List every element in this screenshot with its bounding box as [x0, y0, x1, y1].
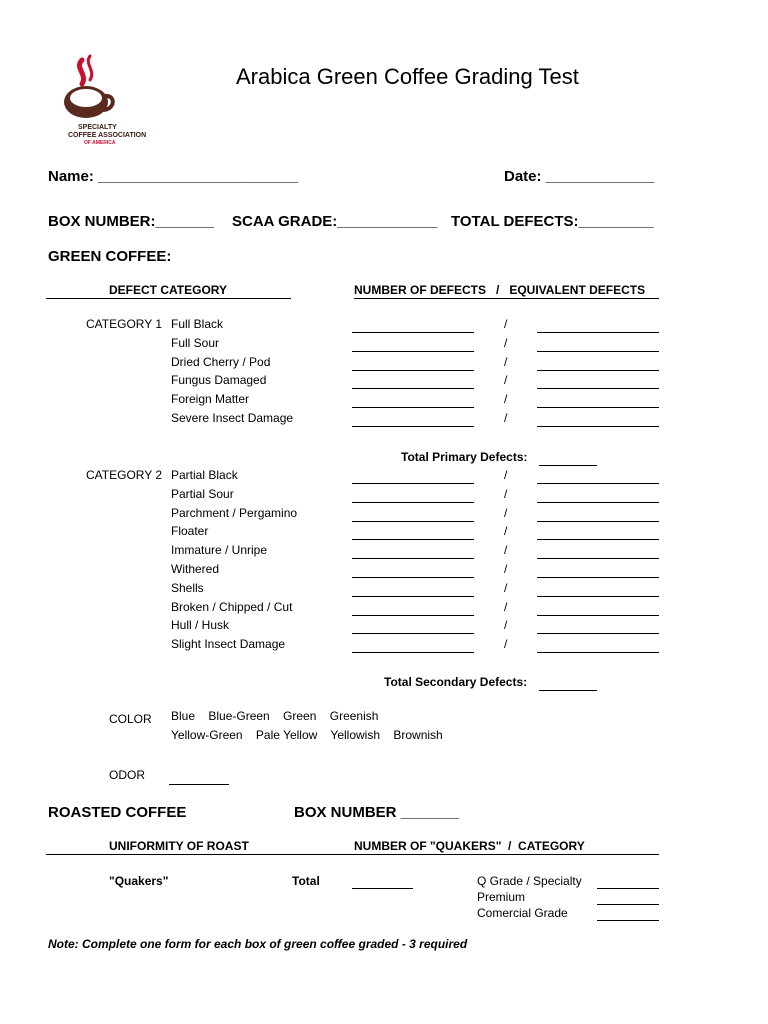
scaa-grade-blank: ____________: [337, 213, 438, 230]
category-1-equivalent-defects-blank[interactable]: [537, 332, 659, 333]
color-options-line-1: Blue Blue-Green Green Greenish: [171, 709, 379, 723]
category-2-item-label: Hull / Husk: [171, 618, 230, 633]
slash-separator: /: [504, 524, 508, 539]
category-2-number-of-defects-blank[interactable]: [352, 577, 474, 578]
category-2-equivalent-defects-blank[interactable]: [537, 577, 659, 578]
uniformity-of-roast-header: UNIFORMITY OF ROAST: [109, 839, 249, 853]
scaa-grade-label: SCAA GRADE:: [232, 213, 338, 230]
category-1-number-of-defects-blank[interactable]: [352, 407, 474, 408]
scaa-logo: [60, 54, 160, 150]
quakers-total-label: Total: [292, 874, 320, 888]
category-2-item-label: Shells: [171, 580, 204, 595]
number-of-defects-header: NUMBER OF DEFECTS / EQUIVALENT DEFECTS: [354, 283, 646, 297]
category-1-label: CATEGORY 1: [86, 317, 163, 331]
category-2-item-label: Floater: [171, 524, 209, 539]
category-1-number-of-defects-blank[interactable]: [352, 351, 474, 352]
roasted-coffee-heading: ROASTED COFFEE: [48, 804, 187, 821]
slash-separator: /: [504, 317, 508, 331]
slash-separator: /: [504, 468, 508, 482]
category-2-number-of-defects-blank[interactable]: [352, 539, 474, 540]
box-number-field[interactable]: [48, 213, 214, 230]
category-2-item-label: Slight Insect Damage: [171, 637, 286, 652]
slash-separator: /: [504, 411, 508, 425]
slash-separator: /: [504, 373, 508, 388]
category-2-equivalent-defects-blank[interactable]: [537, 633, 659, 634]
header-rule-left: [46, 298, 291, 299]
name-label: Name:: [48, 168, 99, 185]
category-2-number-of-defects-blank[interactable]: [352, 652, 474, 653]
color-options-line-2: Yellow-Green Pale Yellow Yellowish Brownish: [171, 728, 443, 742]
total-defects-label: TOTAL DEFECTS:: [451, 213, 579, 230]
category-2-number-of-defects-blank[interactable]: [352, 633, 474, 634]
category-2-equivalent-defects-blank[interactable]: [537, 596, 659, 597]
category-1-number-of-defects-blank[interactable]: [352, 370, 474, 371]
category-2-number-of-defects-blank[interactable]: [352, 596, 474, 597]
slash-separator: /: [504, 543, 508, 558]
defect-category-header: DEFECT CATEGORY: [109, 283, 228, 297]
slash-separator: /: [504, 486, 508, 501]
total-secondary-defects-label: Total Secondary Defects:: [384, 675, 528, 689]
odor-label: ODOR: [109, 768, 145, 782]
total-secondary-defects-blank[interactable]: [539, 690, 597, 691]
date-label: Date:: [504, 168, 546, 185]
total-defects-field[interactable]: [451, 213, 654, 230]
quakers-category-header: NUMBER OF "QUAKERS" / CATEGORY: [354, 839, 585, 853]
slash-separator: /: [504, 637, 508, 652]
grade-commercial: Comercial Grade: [477, 906, 568, 920]
category-1-equivalent-defects-blank[interactable]: [537, 370, 659, 371]
total-defects-blank: _________: [578, 213, 654, 230]
box-number-label: BOX NUMBER:: [48, 213, 156, 230]
grade-q-specialty: Q Grade / Specialty: [477, 874, 582, 888]
category-1-equivalent-defects-blank[interactable]: [537, 388, 659, 389]
category-1-number-of-defects-blank[interactable]: [352, 332, 474, 333]
total-primary-defects-blank[interactable]: [539, 465, 597, 466]
slash-separator: /: [504, 505, 508, 520]
category-2-item-label: Broken / Chipped / Cut: [171, 599, 293, 614]
slash-separator: /: [504, 618, 508, 633]
category-2-label: CATEGORY 2: [86, 468, 163, 482]
slash-separator: /: [504, 335, 508, 350]
grade-premium: Premium: [477, 890, 526, 904]
category-1-number-of-defects-blank[interactable]: [352, 426, 474, 427]
category-1-item-label: Dried Cherry / Pod: [171, 354, 271, 369]
category-2-number-of-defects-blank[interactable]: [352, 521, 474, 522]
category-2-item-label: Parchment / Pergamino: [171, 505, 298, 520]
grade-commercial-blank[interactable]: [597, 920, 659, 921]
footer-note: Note: Complete one form for each box of green coffee graded - 3 required: [48, 937, 468, 951]
grade-premium-blank[interactable]: [597, 904, 659, 905]
category-1-number-of-defects-blank[interactable]: [352, 388, 474, 389]
quakers-label: "Quakers": [109, 874, 169, 888]
odor-blank[interactable]: [169, 784, 229, 785]
category-1-item-label: Full Black: [171, 317, 224, 331]
green-coffee-heading: GREEN COFFEE:: [48, 248, 172, 265]
category-2-item-label: Withered: [171, 562, 220, 576]
slash-separator: /: [504, 580, 508, 595]
name-field[interactable]: [48, 168, 298, 185]
category-2-equivalent-defects-blank[interactable]: [537, 483, 659, 484]
category-1-equivalent-defects-blank[interactable]: [537, 351, 659, 352]
category-2-equivalent-defects-blank[interactable]: [537, 615, 659, 616]
category-1-equivalent-defects-blank[interactable]: [537, 426, 659, 427]
quakers-total-blank[interactable]: [352, 888, 413, 889]
category-2-equivalent-defects-blank[interactable]: [537, 502, 659, 503]
category-2-item-label: Partial Sour: [171, 486, 234, 501]
roasted-box-number-label: BOX NUMBER: [294, 804, 401, 821]
category-1-item-label: Foreign Matter: [171, 392, 250, 407]
slash-separator: /: [504, 354, 508, 369]
date-blank: _____________: [545, 168, 655, 185]
category-2-equivalent-defects-blank[interactable]: [537, 539, 659, 540]
category-2-number-of-defects-blank[interactable]: [352, 502, 474, 503]
category-1-item-label: Full Sour: [171, 335, 220, 350]
category-2-number-of-defects-blank[interactable]: [352, 558, 474, 559]
category-2-item-label: Partial Black: [171, 468, 238, 482]
category-2-item-label: Immature / Unripe: [171, 543, 268, 558]
category-1-item-label: Severe Insect Damage: [171, 411, 294, 425]
box-number-blank: _______: [155, 213, 214, 230]
logo-text-of-america: OF AMERICA: [84, 140, 116, 146]
slash-separator: /: [504, 599, 508, 614]
category-2-equivalent-defects-blank[interactable]: [537, 521, 659, 522]
category-2-equivalent-defects-blank[interactable]: [537, 558, 659, 559]
scaa-grade-field[interactable]: [232, 213, 437, 230]
name-blank: ________________________: [98, 168, 299, 185]
category-2-number-of-defects-blank[interactable]: [352, 615, 474, 616]
category-2-equivalent-defects-blank[interactable]: [537, 652, 659, 653]
slash-separator: /: [504, 392, 508, 407]
logo-text-specialty: SPECIALTY: [78, 124, 117, 131]
category-2-number-of-defects-blank[interactable]: [352, 483, 474, 484]
page-title: Arabica Green Coffee Grading Test: [236, 64, 579, 89]
roasted-box-number-blank: _______: [400, 804, 460, 821]
roasted-box-number-field[interactable]: [294, 804, 459, 821]
color-label: COLOR: [109, 712, 152, 726]
header-rule-right: [354, 298, 659, 299]
grade-q-specialty-blank[interactable]: [597, 888, 659, 889]
category-1-equivalent-defects-blank[interactable]: [537, 407, 659, 408]
roasted-header-rule: [46, 854, 659, 855]
total-primary-defects-label: Total Primary Defects:: [401, 450, 528, 464]
category-1-item-label: Fungus Damaged: [171, 373, 267, 388]
coffee-cup-logo-icon: [60, 54, 160, 124]
date-field[interactable]: [504, 168, 654, 185]
logo-text-coffee-association: COFFEE ASSOCIATION: [68, 132, 147, 139]
slash-separator: /: [504, 562, 508, 576]
